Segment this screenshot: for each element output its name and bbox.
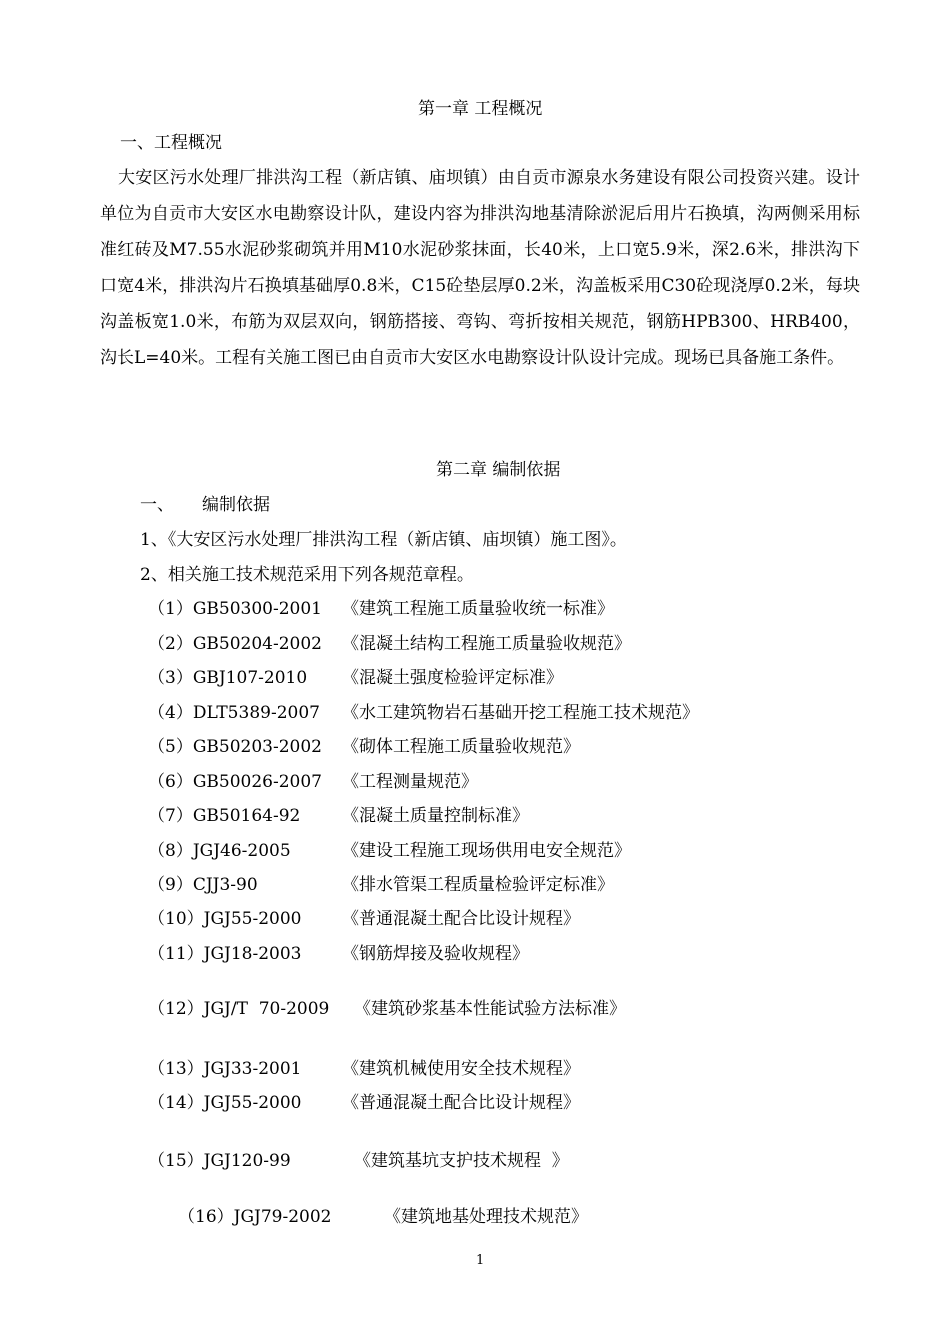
standard-row [148, 840, 631, 862]
standard-title: 《普通混凝土配合比设计规程》 [342, 909, 580, 929]
standard-title: 《建筑基坑支护技术规程 》 [354, 1151, 569, 1171]
chapter1-heading: 第一章 工程概况 [418, 99, 543, 119]
chapter1-paragraph: 大安区污水处理厂排洪沟工程（新店镇、庙坝镇）由自贡市源泉水务建设有限公司投资兴建。设计单位为自贡市大安区水电勘察设计队，建设内容为排洪沟地基清除淤泥后用片石换填，沟两侧采用标准红砖及M7.55水泥砂浆砌筑并用M10水泥砂浆抹面，长40米，上口宽5.9米，深2.6米，排洪沟下口宽4米，排洪沟片石换填基础厚0.8米，C15砼垫层厚0.2米，沟盖板采用C30砼现浇厚0.2米，每块沟盖板宽1.0米，布筋为双层双向，钢筋搭接、弯钩、弯折按相关规范，钢筋HPB300、HRB400，沟长L=40米。工程有关施工图已由自贡市大安区水电勘察设计队设计完成。现场已具备施工条件。 [100, 168, 860, 368]
standard-title: 《砌体工程施工质量验收规范》 [342, 737, 580, 757]
standard-code: （14）JGJ55-2000 [148, 1093, 302, 1113]
standard-row [148, 874, 614, 896]
standard-title: 《水工建筑物岩石基础开挖工程施工技术规范》 [342, 703, 699, 723]
standard-code: （6）GB50026-2007 [148, 772, 322, 792]
standard-title: 《工程测量规范》 [342, 772, 478, 792]
standard-row [148, 702, 699, 724]
standard-code: （2）GB50204-2002 [148, 634, 322, 654]
standard-code: （15）JGJ120-99 [148, 1151, 291, 1171]
standard-title: 《排水管渠工程质量检验评定标准》 [342, 875, 614, 895]
standard-title: 《建筑工程施工质量验收统一标准》 [342, 599, 614, 619]
standard-title: 《建筑机械使用安全技术规程》 [342, 1059, 580, 1079]
standard-code: （4）DLT5389-2007 [148, 703, 320, 723]
standard-code: （9）CJJ3-90 [148, 875, 258, 895]
standard-code: （12）JGJ/T 70-2009 [148, 999, 330, 1019]
chapter2-heading: 第二章 编制依据 [436, 460, 561, 480]
standard-code: （5）GB50203-2002 [148, 737, 322, 757]
standard-title: 《建筑砂浆基本性能试验方法标准》 [354, 999, 626, 1019]
standard-title: 《钢筋焊接及验收规程》 [342, 944, 529, 964]
standard-code: （8）JGJ46-2005 [148, 841, 291, 861]
standard-code: （11）JGJ18-2003 [148, 944, 302, 964]
standard-title: 《建筑地基处理技术规范》 [384, 1207, 588, 1227]
page-number: 1 [476, 1253, 485, 1268]
standard-title: 《混凝土结构工程施工质量验收规范》 [342, 634, 631, 654]
standard-code: （7）GB50164-92 [148, 806, 301, 826]
standard-row [148, 771, 478, 793]
standard-row [148, 908, 580, 930]
chapter1-section-title: 一、工程概况 [120, 133, 222, 153]
standard-row [148, 633, 631, 655]
standard-code: （13）JGJ33-2001 [148, 1059, 302, 1079]
standard-code: （1）GB50300-2001 [148, 599, 322, 619]
basis-item-1: 1、《大安区污水处理厂排洪沟工程（新店镇、庙坝镇）施工图》。 [140, 530, 627, 550]
standard-row [148, 1058, 580, 1080]
standard-row [148, 1150, 569, 1172]
standard-row [148, 736, 580, 758]
chapter2-section-number: 一、 [140, 495, 174, 515]
standard-title: 《混凝土质量控制标准》 [342, 806, 529, 826]
standard-title: 《建设工程施工现场供用电安全规范》 [342, 841, 631, 861]
standard-row [148, 943, 529, 965]
standard-row [148, 667, 563, 689]
standard-title: 《混凝土强度检验评定标准》 [342, 668, 563, 688]
standard-row [148, 1092, 580, 1114]
standard-row [148, 598, 614, 620]
standard-code: （16）JGJ79-2002 [178, 1207, 332, 1227]
standard-row [148, 805, 529, 827]
standard-title: 《普通混凝土配合比设计规程》 [342, 1093, 580, 1113]
standard-row [148, 998, 626, 1020]
basis-item-2: 2、相关施工技术规范采用下列各规范章程。 [140, 565, 474, 585]
standard-code: （10）JGJ55-2000 [148, 909, 302, 929]
standard-row [178, 1206, 588, 1228]
standard-code: （3）GBJ107-2010 [148, 668, 308, 688]
chapter2-section-title: 编制依据 [202, 495, 270, 515]
